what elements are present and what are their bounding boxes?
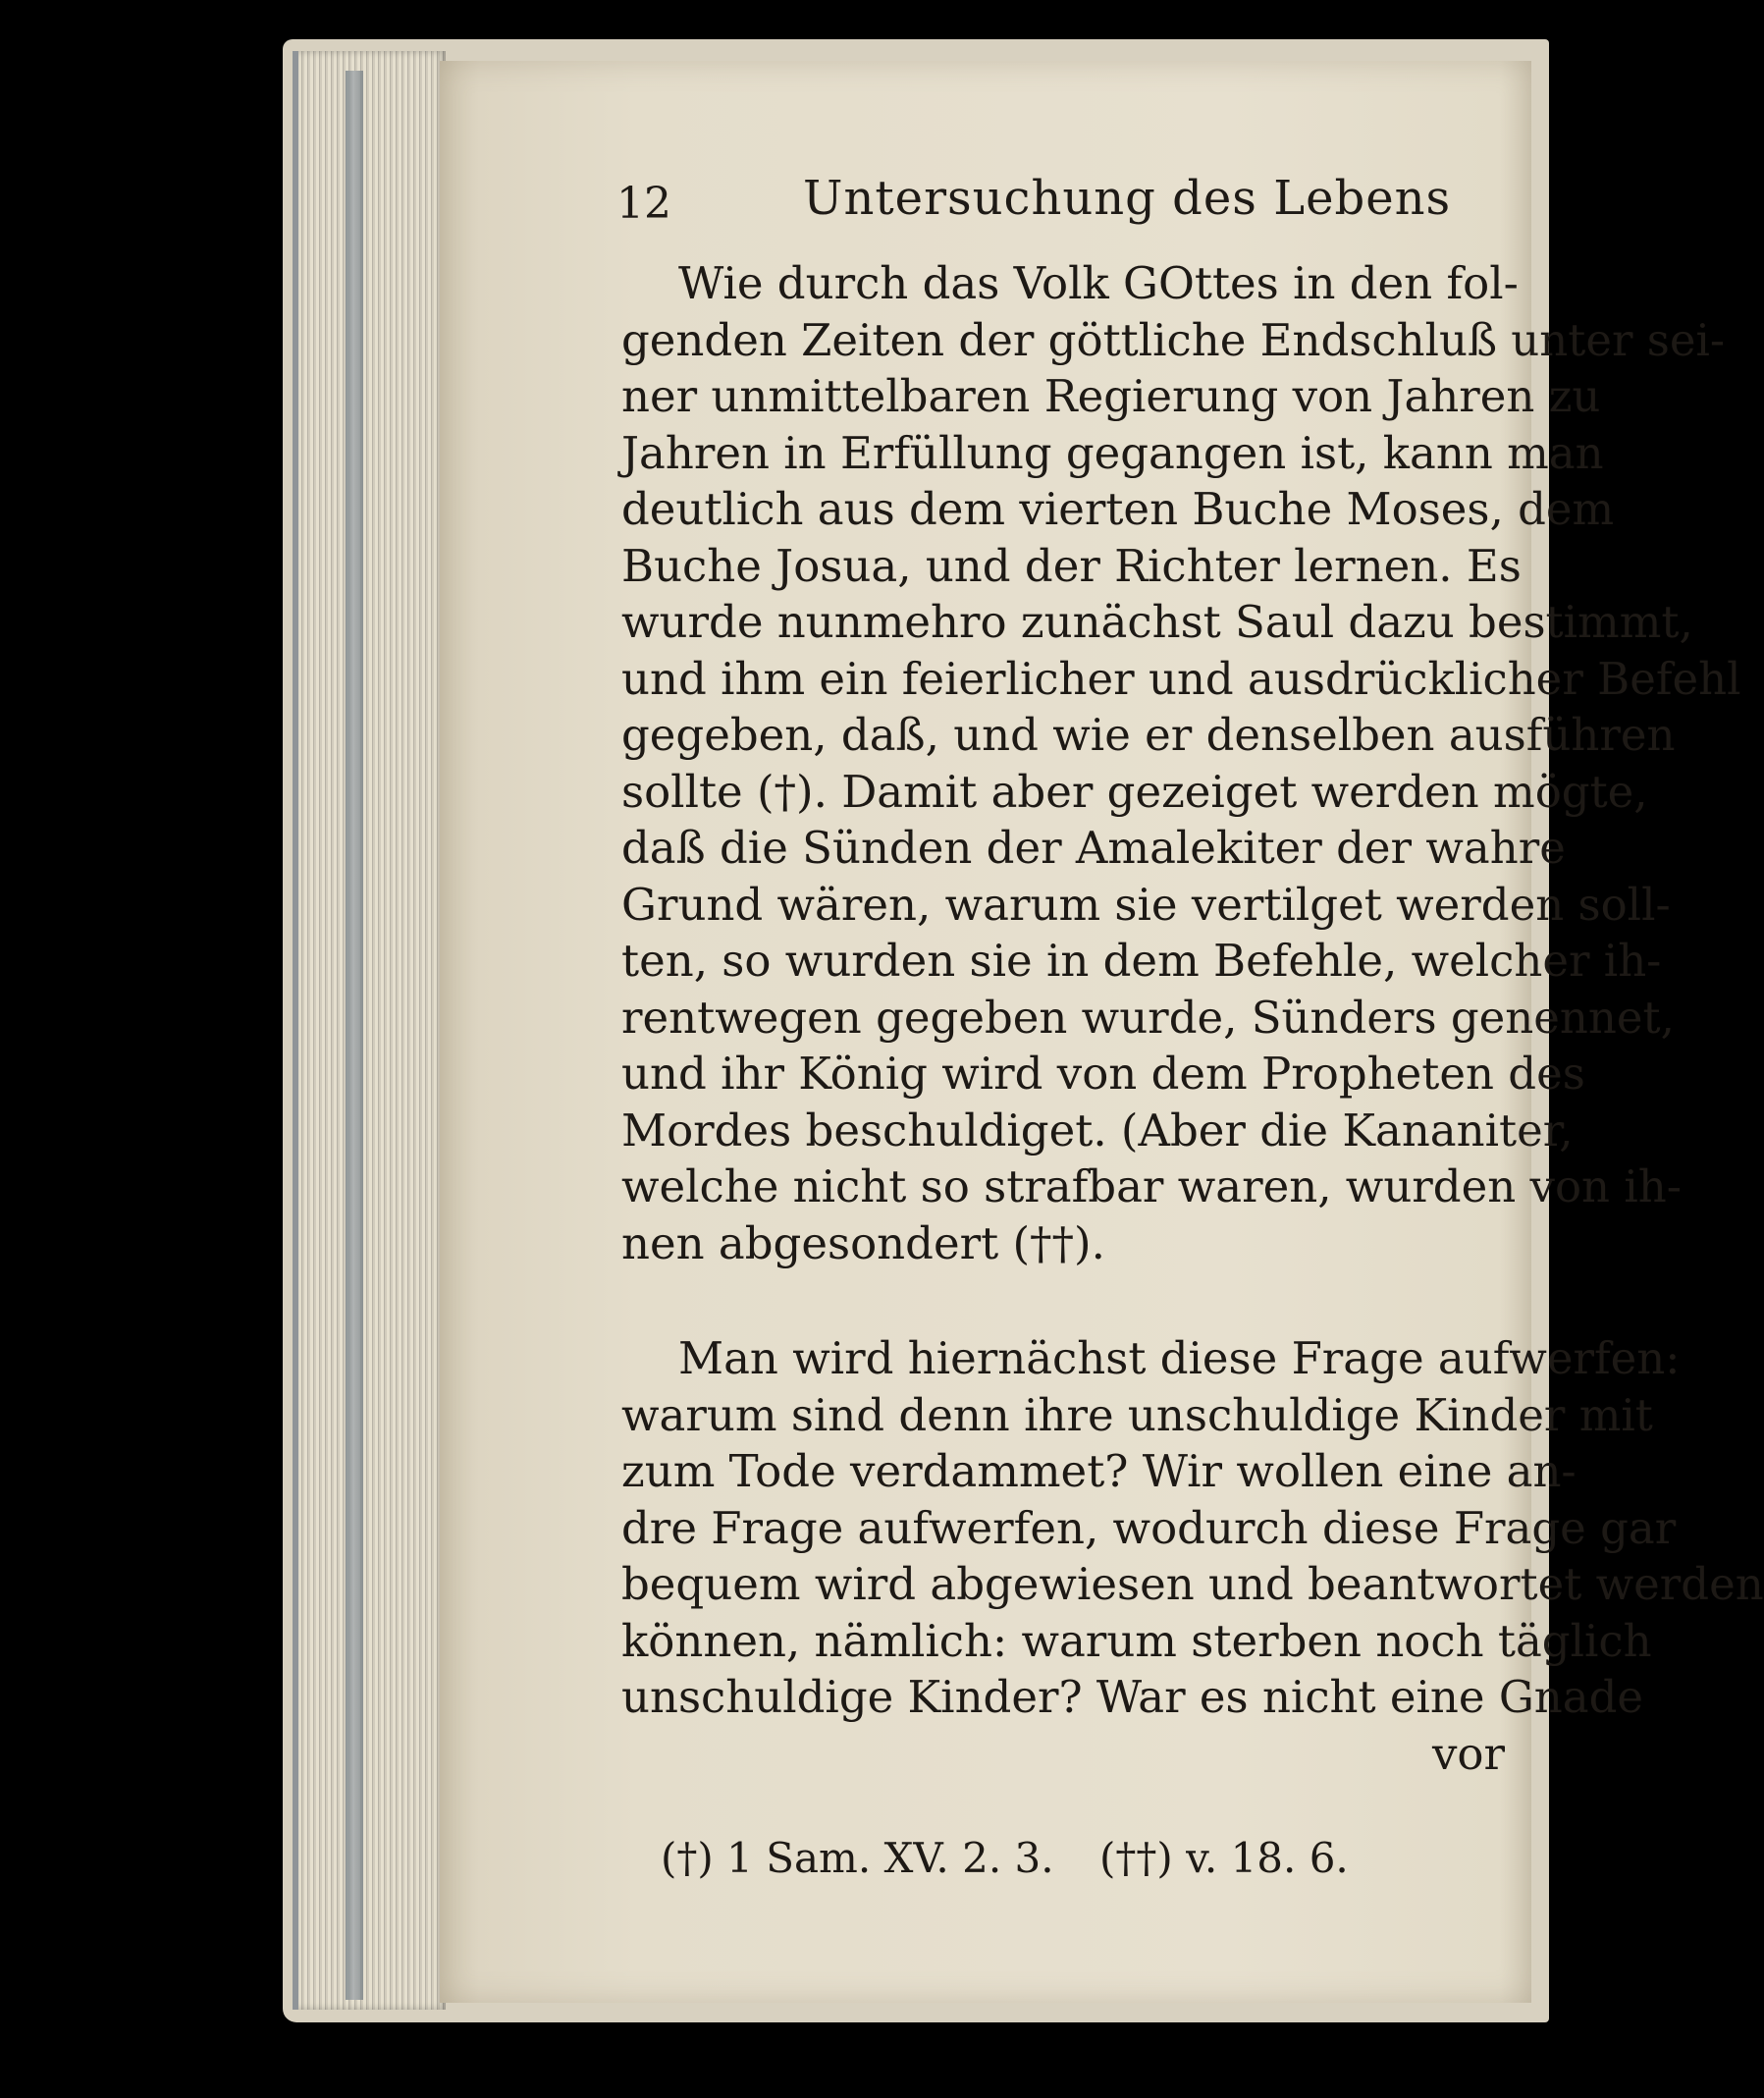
page-number: 12	[616, 179, 671, 229]
text-line: wurde nunmehro zunächst Saul dazu bestimmt,	[621, 596, 1693, 648]
paragraph-1	[621, 255, 1741, 1271]
text-line: ten, so wurden sie in dem Befehle, welcher ih-	[621, 935, 1662, 987]
paragraph-2	[621, 1330, 1764, 1782]
text-line: deutlich aus dem vierten Buche Moses, dem	[621, 483, 1615, 535]
text-line: und ihm ein feierlicher und ausdrücklicher Befehl	[621, 652, 1741, 705]
page-edge-shadow	[346, 71, 363, 2000]
footnote-1: (†) 1 Sam. XV. 2. 3.	[661, 1834, 1054, 1882]
text-line: unschuldige Kinder? War es nicht eine Gnade	[621, 1671, 1644, 1723]
text-line: dre Frage aufwerfen, wodurch diese Frage gar	[621, 1501, 1677, 1554]
page-header	[440, 169, 1531, 238]
text-line: Wie durch das Volk GOttes in den fol-	[678, 257, 1519, 309]
text-line: sollte (†). Damit aber gezeiget werden mögte,	[621, 765, 1648, 818]
text-line: Jahren in Erfüllung gegangen ist, kann man	[621, 426, 1604, 479]
running-title: Untersuchung des Lebens	[803, 171, 1452, 226]
footnotes	[661, 1834, 1348, 1893]
text-line: und ihr König wird von dem Propheten des	[621, 1048, 1585, 1100]
text-line: daß die Sünden der Amalekiter der wahre	[621, 822, 1566, 874]
text-line: Man wird hiernächst diese Frage aufwerfen:	[678, 1332, 1681, 1384]
text-line: welche nicht so strafbar waren, wurden von ih-	[621, 1160, 1682, 1212]
footnote-2: (††) v. 18. 6.	[1099, 1834, 1349, 1882]
text-line: Mordes beschuldiget. (Aber die Kananiter,	[621, 1103, 1574, 1157]
text-line: zum Tode verdammet? Wir wollen eine an-	[621, 1445, 1577, 1497]
text-line: genden Zeiten der göttliche Endschluß unter sei-	[621, 313, 1726, 366]
text-line: können, nämlich: warum sterben noch täglich	[621, 1614, 1652, 1667]
body-text	[621, 255, 1764, 1782]
paragraph-gap	[621, 1271, 1505, 1330]
text-line: gegeben, daß, und wie er denselben ausführen	[621, 709, 1676, 761]
catchword: vor	[1431, 1727, 1505, 1780]
text-line: Buche Josua, und der Richter lernen. Es	[621, 539, 1522, 592]
text-line: ner unmittelbaren Regierung von Jahren zu	[621, 370, 1601, 422]
text-line: warum sind denn ihre unschuldige Kinder mit	[621, 1388, 1653, 1441]
text-line: rentwegen gegeben wurde, Sünders genennet,	[621, 991, 1675, 1044]
book-page	[440, 61, 1764, 2003]
text-line: nen abgesondert (††).	[621, 1216, 1105, 1269]
text-line: Grund wären, warum sie vertilget werden soll-	[621, 878, 1671, 931]
page-edges	[293, 51, 446, 2010]
text-line: bequem wird abgewiesen und beantwortet werden	[621, 1558, 1764, 1610]
